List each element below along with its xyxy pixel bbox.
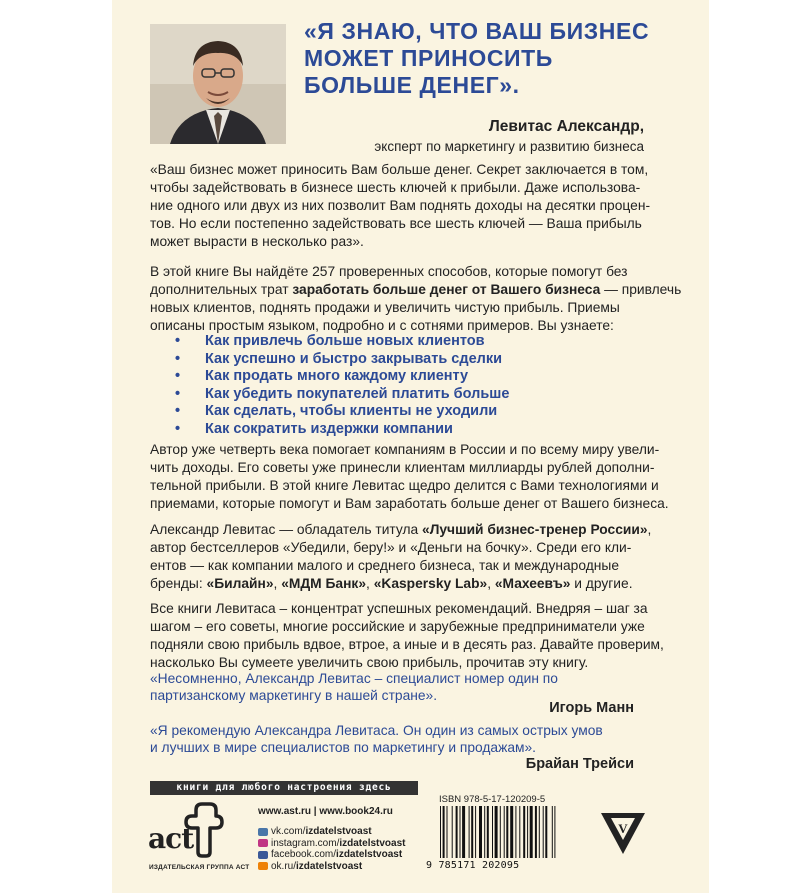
text-line: «Ваш бизнес может приносить Вам больше денег. Секрет заключается в том, [150, 162, 649, 177]
list-item-label: Как убедить покупателей платить больше [205, 385, 510, 402]
text-segment: , [487, 576, 495, 591]
list-item-label: Как продать много каждому клиенту [205, 368, 469, 385]
instagram-icon [258, 839, 268, 847]
text-line: подняли свою прибыль вдвое, втрое, а иные и в десять раз. Давайте проверим, [150, 637, 664, 652]
bullet-marker: • [175, 333, 181, 349]
text-line: Автор уже четверть века помогает компаниям в России и по всему миру увели- [150, 442, 660, 457]
list-item [175, 333, 615, 351]
text-segment: дополнительных трат [150, 282, 293, 297]
text-line: может вырасти в несколько раз». [150, 234, 364, 249]
headline-emphasis: БОЛЬШЕ ДЕНЕГ [304, 72, 500, 98]
publisher-name: ИЗДАТЕЛЬСКАЯ ГРУППА АСТ [149, 864, 250, 871]
barcode-stripe [452, 806, 453, 858]
author-photo [150, 24, 286, 144]
barcode-stripe [527, 806, 528, 858]
link-prefix: instagram.com/ [271, 837, 340, 849]
text-line [150, 575, 646, 593]
brand-name: «Билайн» [206, 576, 274, 591]
barcode-stripe [479, 806, 482, 858]
social-link-instagram[interactable] [258, 838, 406, 850]
social-link-vk[interactable] [258, 826, 406, 838]
barcode-stripe [523, 806, 525, 858]
social-link-facebook[interactable] [258, 849, 406, 861]
testimonial-author-1: Игорь Манн [549, 700, 634, 716]
text-line: описаны простым языком, подробно и с сотнями примеров. Вы узнаете: [150, 318, 614, 333]
text-line: чить доходы. Его советы уже принесли клиентам миллиарды рублей дополни- [150, 460, 655, 475]
facebook-icon [258, 851, 268, 859]
list-item [175, 386, 615, 404]
text-segment: , [273, 576, 282, 591]
text-line: тов. Но если постепенно задействовать все шесть ключей — Ваша прибыль [150, 216, 642, 231]
barcode-stripe [487, 806, 489, 858]
list-item [175, 368, 615, 386]
link-prefix: vk.com/ [271, 826, 306, 838]
text-segment: и другие. [570, 576, 633, 591]
headline-closing: ». [499, 72, 520, 98]
barcode-stripe [554, 806, 555, 858]
link-prefix: facebook.com/ [271, 849, 337, 861]
text-line: новых клиентов, поднять продажи и увеличить чистую прибыль. Приемы [150, 300, 620, 315]
author-credit [374, 117, 644, 157]
website-links[interactable]: www.ast.ru | www.book24.ru [258, 806, 393, 817]
barcode-stripe [443, 806, 445, 858]
author-credentials-paragraph [150, 521, 652, 593]
barcode-digits: 9 785171 202095 [426, 860, 520, 871]
barcode-stripe [460, 806, 461, 858]
bullet-marker: • [175, 403, 181, 420]
text-line: насколько Вы сумеете увеличить свою прибыль, прочитав эту книгу. [150, 655, 589, 670]
headline-quote [304, 18, 650, 99]
bullet-marker: • [175, 350, 181, 367]
headline-line-1: «Я ЗНАЮ, ЧТО ВАШ БИЗНЕС [304, 18, 650, 44]
bullet-marker: • [175, 420, 181, 437]
text-line: автор бестселлеров «Убедили, беру!» и «Деньги на бочку». Среди его кли- [150, 540, 632, 555]
barcode-stripe [539, 806, 540, 858]
text-segment: бренды: [150, 576, 207, 591]
text-line [150, 521, 652, 539]
text-segment: , [366, 576, 374, 591]
testimonial-quote-2 [150, 722, 646, 756]
bullet-marker: • [175, 385, 181, 402]
brand-name: «Kaspersky Lab» [373, 576, 488, 591]
series-logo [598, 808, 648, 858]
text-line: Все книги Левитаса – концентрат успешных рекомендаций. Внедряя – шаг за [150, 601, 648, 616]
barcode-stripe [484, 806, 485, 858]
barcode-stripe [456, 806, 458, 858]
barcode-stripe [447, 806, 448, 858]
barcode-stripe [475, 806, 476, 858]
barcode-stripe [506, 806, 508, 858]
list-item [175, 403, 615, 421]
series-logo-letter: V [618, 821, 628, 836]
vk-icon [258, 828, 268, 836]
barcode-stripe [492, 806, 493, 858]
text-line: В этой книге Вы найдёте 257 проверенных способов, которые помогут без [150, 264, 628, 279]
link-prefix: ok.ru/ [271, 860, 297, 872]
text-emphasis: заработать больше денег от Вашего бизнеса [292, 282, 601, 297]
barcode-stripe [471, 806, 473, 858]
headline-line-3 [304, 72, 644, 99]
barcode-stripe [469, 806, 470, 858]
text-segment: Александр Левитас — обладатель титула [150, 522, 423, 537]
list-item-label: Как сократить издержки компании [205, 420, 453, 437]
link-handle: izdatelstvoast [339, 837, 406, 849]
benefits-list [175, 333, 615, 439]
text-line: ентов — как компании малого и среднего бизнеса, так и международные [150, 558, 619, 573]
results-paragraph [150, 600, 664, 672]
author-role: эксперт по маркетингу и развитию бизнеса [374, 139, 644, 154]
text-segment: , [647, 522, 652, 537]
quote-line: и лучших в мире специалистов по маркетингу и продажам». [150, 740, 536, 755]
social-links [258, 826, 406, 872]
barcode-stripe [535, 806, 537, 858]
link-handle: izdatelstvoast [296, 860, 363, 872]
barcode-stripe [440, 806, 441, 858]
barcode-stripe [545, 806, 547, 858]
barcode-stripe [462, 806, 465, 858]
ok-icon [258, 862, 268, 870]
barcode-stripe [510, 806, 513, 858]
text-line: чтобы задействовать в бизнесе шесть ключей к прибыли. Даже использова- [150, 180, 641, 195]
author-experience-paragraph [150, 441, 669, 513]
list-item [175, 351, 615, 369]
quote-line: партизанскому маркетингу в нашей стране». [150, 688, 438, 703]
book-summary-paragraph [150, 263, 682, 335]
testimonial-author-2: Брайан Трейси [525, 756, 634, 772]
barcode-stripe [519, 806, 520, 858]
author-name: Левитас Александр, [488, 118, 644, 135]
link-handle: izdatelstvoast [336, 849, 403, 861]
list-item-label: Как привлечь больше новых клиентов [205, 333, 485, 349]
bullet-marker: • [175, 368, 181, 385]
barcode-stripe [504, 806, 505, 858]
ast-logo-text: aсt [148, 822, 194, 855]
list-item-label: Как успешно и быстро закрывать сделки [205, 350, 503, 367]
text-line [150, 281, 682, 299]
text-line: приемами, которые помогут и Вам заработать больше денег от Вашего бизнеса. [150, 496, 669, 511]
barcode-stripe [495, 806, 498, 858]
text-segment: — привлечь [600, 282, 682, 297]
text-emphasis: «Лучший бизнес-тренер России» [422, 522, 648, 537]
barcode-stripe [530, 806, 533, 858]
tagline-banner: книги для любого настроения здесь [150, 781, 418, 795]
brand-name: «МДМ Банк» [281, 576, 367, 591]
testimonial-quote-1 [150, 670, 646, 704]
barcode-stripe [552, 806, 553, 858]
brand-name: «Махеевъ» [494, 576, 571, 591]
text-line: тельной прибыли. В этой книге Левитас щедро делится с Вами технологиями и [150, 478, 659, 493]
intro-paragraph [150, 161, 651, 251]
link-handle: izdatelstvoast [305, 826, 372, 838]
barcode-stripe [515, 806, 516, 858]
barcode-stripe [543, 806, 544, 858]
text-line: шагом – его советы, многие российские и зарубежные предприниматели уже [150, 619, 645, 634]
barcode-stripe [500, 806, 501, 858]
isbn-number: ISBN 978-5-17-120209-5 [439, 794, 546, 805]
quote-line: «Несомненно, Александр Левитас – специалист номер один по [150, 671, 558, 686]
list-item [175, 421, 615, 439]
list-item-label: Как сделать, чтобы клиенты не уходили [205, 403, 498, 420]
headline-line-2: МОЖЕТ ПРИНОСИТЬ [304, 45, 553, 71]
social-link-ok[interactable] [258, 861, 406, 873]
text-line: ние одного или двух из них позволит Вам поднять доходы на десятки процен- [150, 198, 651, 213]
quote-line: «Я рекомендую Александра Левитаса. Он один из самых острых умов [150, 723, 603, 738]
